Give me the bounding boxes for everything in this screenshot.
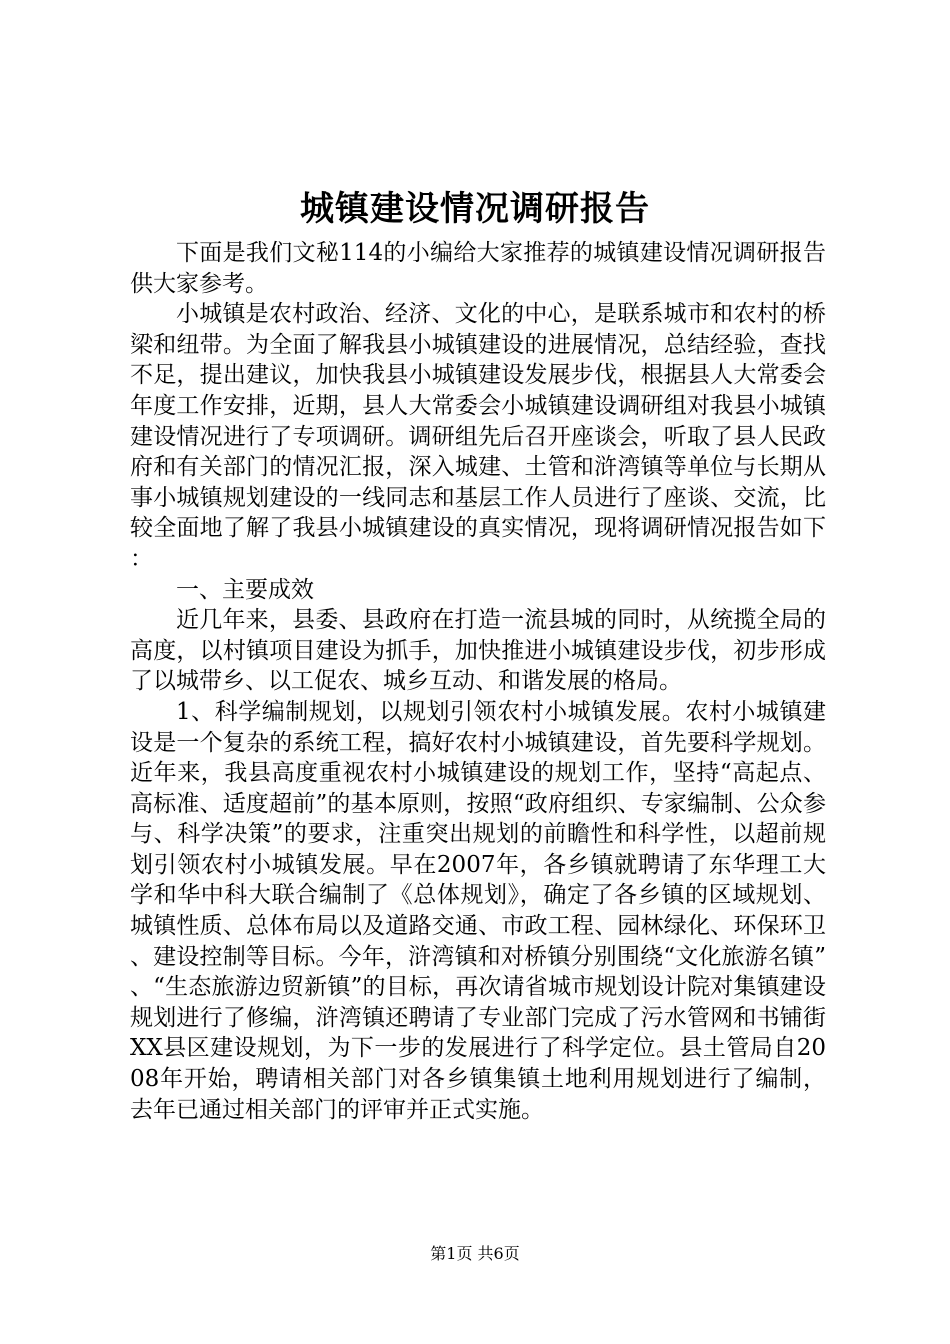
- achievements-paragraph: 近几年来，县委、县政府在打造一流县城的同时，从统揽全局的高度，以村镇项目建设为抓手，加快推进小城镇建设步伐，初步形成了以城带乡、以工促农、城乡互动、和谐发展的格局。: [130, 607, 826, 695]
- document-title: 城镇建设情况调研报告: [300, 189, 650, 229]
- intro-paragraph: 下面是我们文秘114的小编给大家推荐的城镇建设情况调研报告供大家参考。: [130, 240, 826, 297]
- section-heading: 一、主要成效: [176, 576, 314, 603]
- background-paragraph: 小城镇是农村政治、经济、文化的中心，是联系城市和农村的桥梁和纽带。为全面了解我县小城镇建设的进展情况，总结经验，查找不足，提出建议，加快我县小城镇建设发展步伐，根据县人大常委会年度工作安排，近期，县人大常委会小城镇建设调研组对我县小城镇建设情况进行了专项调研。调研组先后召开座谈会，听取了县人民政府和有关部门的情况汇报，深入城建、土管和浒湾镇等单位与长期从事小城镇规划建设的一线同志和基层工作人员进行了座谈、交流，比较全面地了解了我县小城镇建设的真实情况，现将调研情况报告如下：: [130, 301, 826, 572]
- planning-paragraph: 1、科学编制规划，以规划引领农村小城镇发展。农村小城镇建设是一个复杂的系统工程，搞好农村小城镇建设，首先要科学规划。近年来，我县高度重视农村小城镇建设的规划工作，坚持“高起点、高标准、适度超前”的基本原则，按照“政府组织、专家编制、公众参与、科学决策”的要求，注重突出规划的前瞻性和科学性，以超前规划引领农村小城镇发展。早在2007年，各乡镇就聘请了东华理工大学和华中科大联合编制了《总体规划》，确定了各乡镇的区域规划、城镇性质、总体布局以及道路交通、市政工程、园林绿化、环保环卫、建设控制等目标。今年，浒湾镇和对桥镇分别围绕“文化旅游名镇”、“生态旅游边贸新镇”的目标，再次请省城市规划设计院对集镇建设规划进行了修编，浒湾镇还聘请了专业部门完成了污水管网和书铺街XX县区建设规划，为下一步的发展进行了科学定位。县土管局自2008年开始，聘请相关部门对各乡镇集镇土地利用规划进行了编制，去年已通过相关部门的评审并正式实施。: [130, 698, 826, 1123]
- page-number-footer: 第1页 共6页: [430, 1244, 520, 1263]
- document-body: [130, 238, 826, 1125]
